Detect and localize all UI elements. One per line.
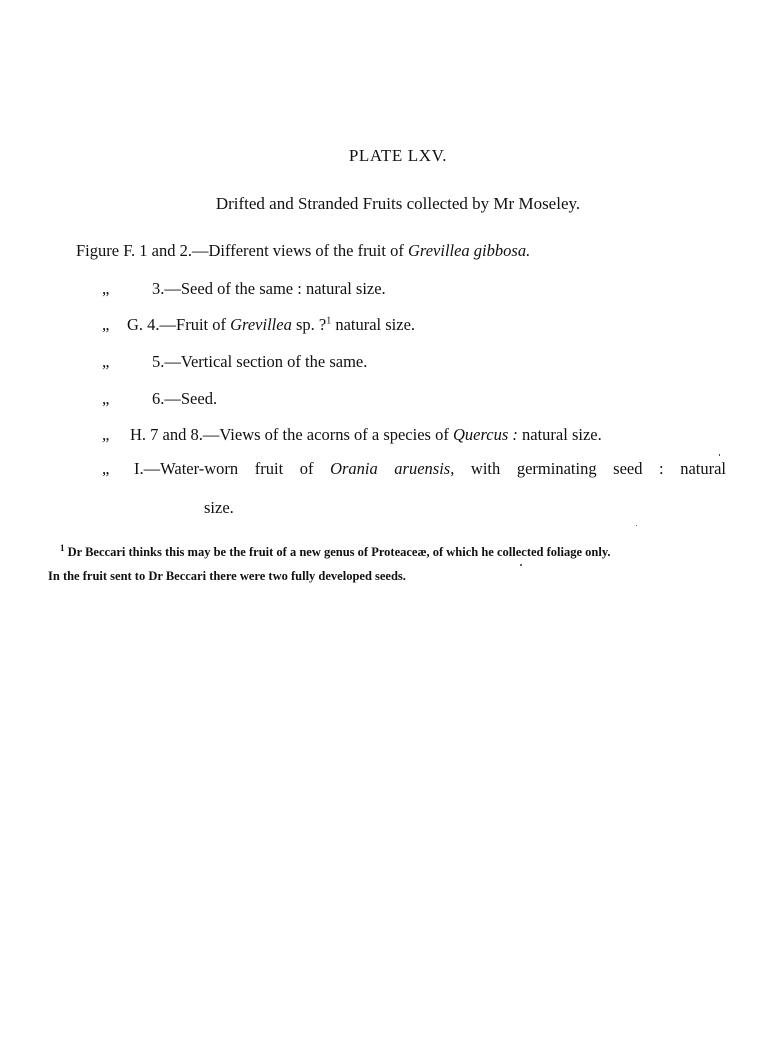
entry-text: 3.—Seed of the same : natural size.	[152, 279, 386, 298]
figure-entry-f	[76, 241, 530, 261]
entry-text: 6.—Seed.	[152, 389, 218, 408]
footnote-line-2: In the fruit sent to Dr Beccari there were two fully developed seeds.	[48, 569, 406, 583]
species-name: Orania aruensis,	[330, 459, 455, 478]
print-speck	[520, 564, 522, 566]
entry-text: G. 4.—Fruit of	[127, 315, 231, 334]
figure-entry-h	[102, 425, 602, 445]
species-name: Quercus :	[452, 425, 518, 444]
figure-entry-i	[102, 459, 726, 479]
print-speck	[719, 454, 720, 456]
print-speck	[636, 525, 637, 526]
plate-title: PLATE LXV.	[348, 146, 448, 165]
entry-text: 5.—Vertical section of the same.	[152, 352, 368, 371]
ditto-mark: „	[102, 389, 110, 408]
figure-entry-5	[102, 352, 367, 372]
species-name: Grevillea gibbosa.	[407, 241, 531, 260]
entry-text: with germinating seed : natural	[454, 459, 727, 478]
ditto-mark: „	[102, 352, 110, 371]
entry-text: natural size.	[331, 315, 416, 334]
ditto-mark: „	[102, 459, 110, 478]
footnote-marker: 1	[60, 542, 65, 553]
species-name: Grevillea	[230, 315, 292, 334]
ditto-mark: „	[102, 279, 110, 298]
figure-entry-g	[102, 315, 415, 335]
ditto-mark: „	[102, 425, 110, 444]
entry-text: I.—Water-worn fruit of	[134, 459, 331, 478]
entry-text: H. 7 and 8.—Views of the acorns of a species of	[130, 425, 453, 444]
figure-entry-3	[102, 279, 386, 299]
plate-subtitle: Drifted and Stranded Fruits collected by Mr Moseley.	[215, 194, 581, 213]
entry-text: natural size.	[517, 425, 602, 444]
entry-text: Figure F. 1 and 2.—Different views of the fruit of	[76, 241, 408, 260]
ditto-mark: „	[102, 315, 110, 334]
figure-entry-6	[102, 389, 217, 409]
figure-entry-i-continuation: size.	[204, 498, 234, 517]
footnote-line-1	[60, 542, 611, 560]
footnote-reference: 1	[326, 315, 332, 327]
footnote-text: Dr Beccari thinks this may be the fruit of a new genus of Proteaceæ, of which he collected foliage only.	[64, 545, 611, 559]
entry-text: sp. ?	[291, 315, 327, 334]
